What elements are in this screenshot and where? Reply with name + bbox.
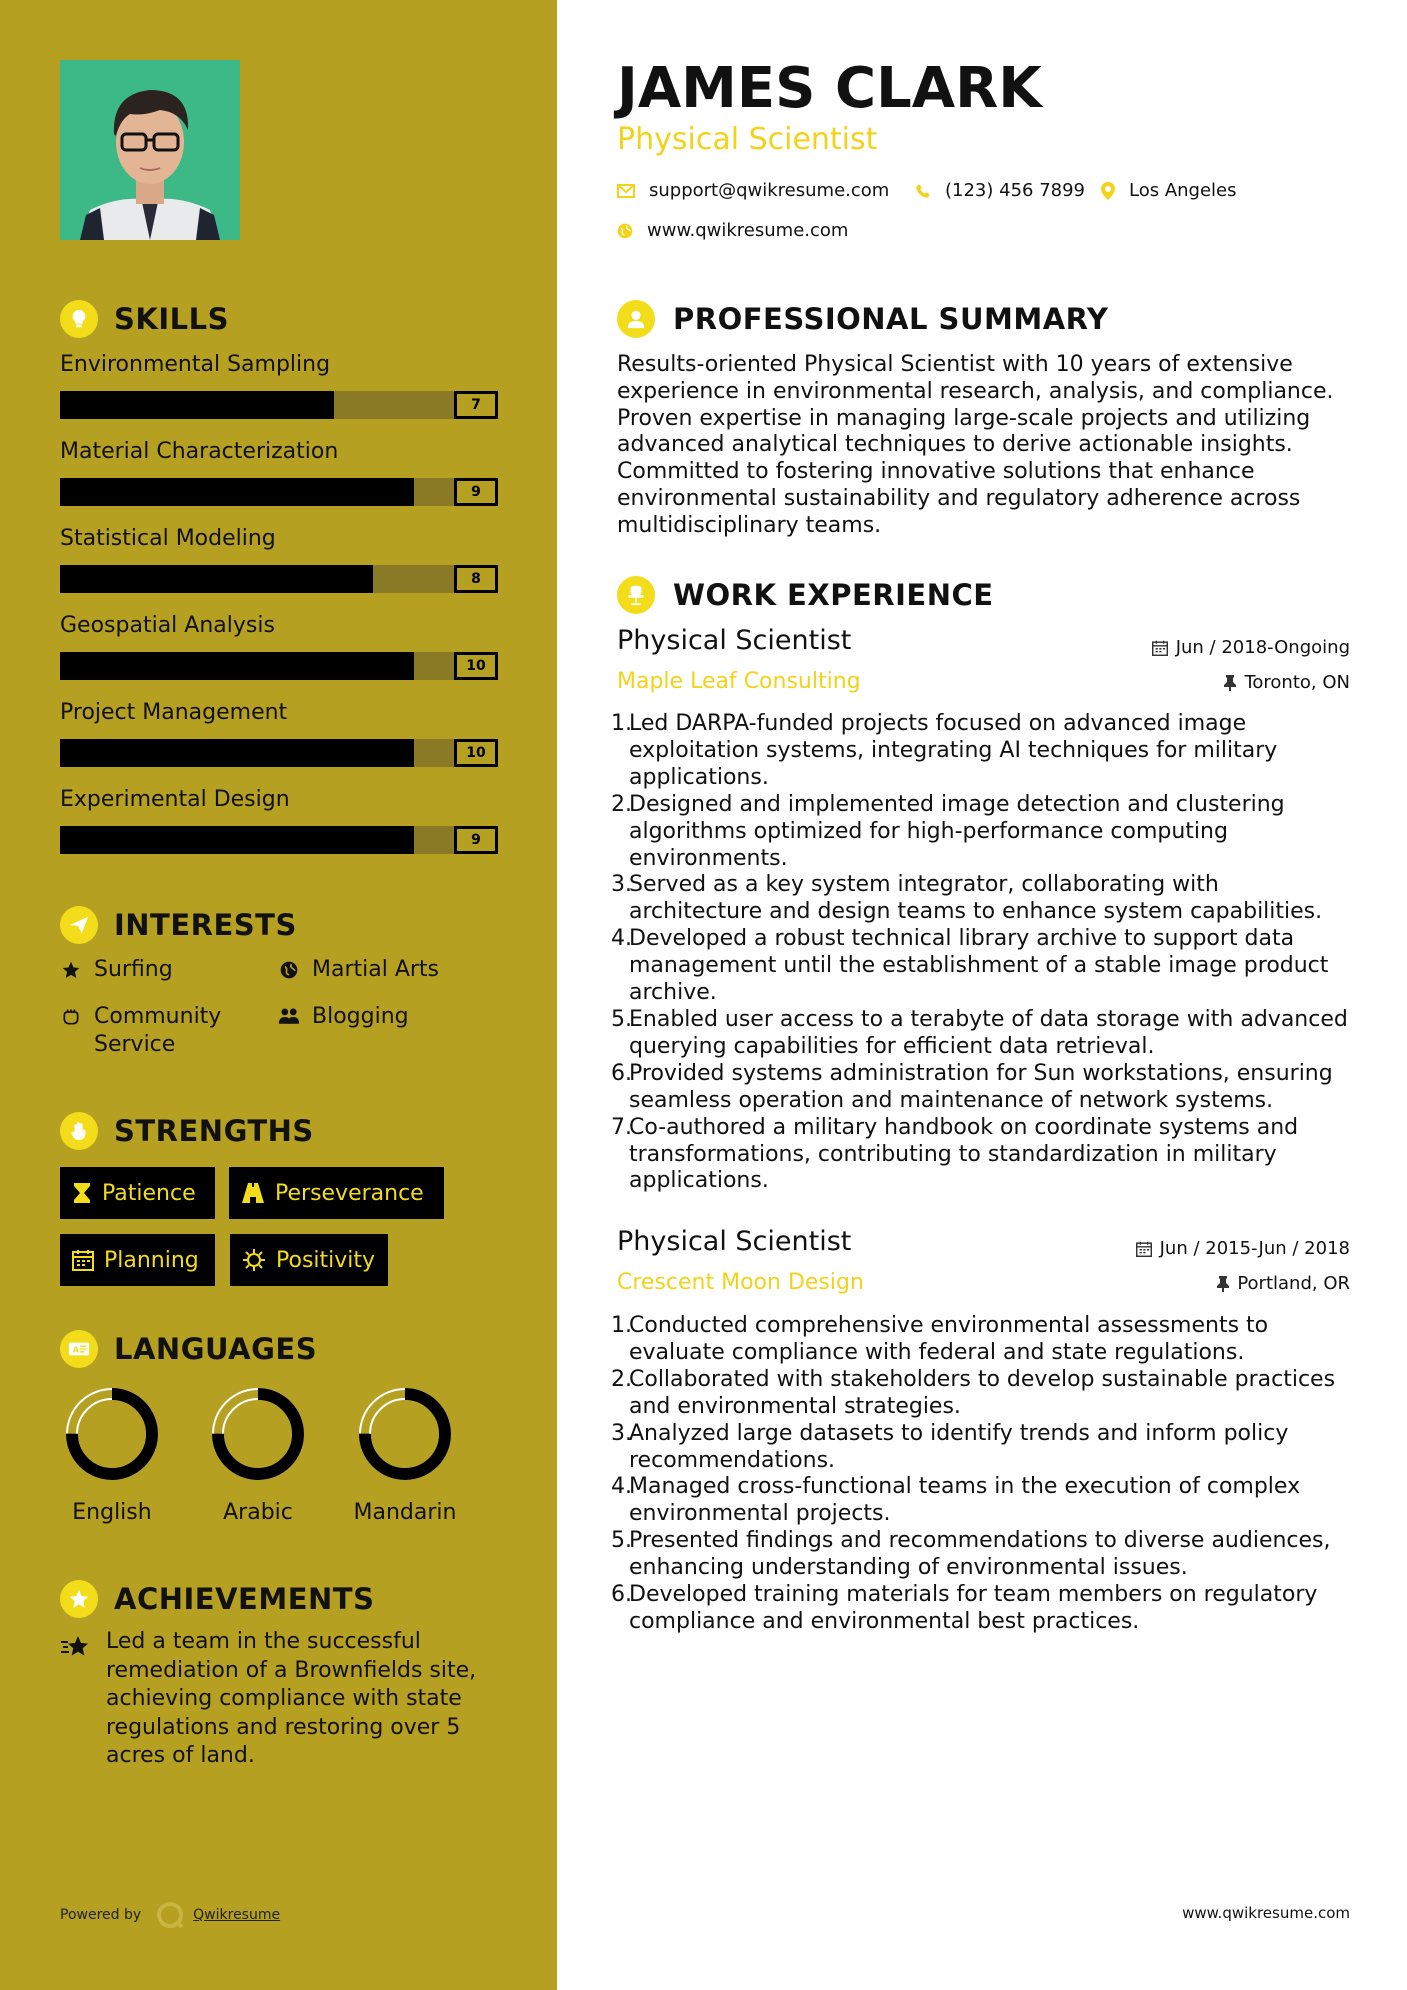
- email-text: support@qwikresume.com: [649, 180, 890, 201]
- shooting-star-icon: [60, 1628, 96, 1771]
- interests-header: [60, 906, 297, 944]
- skill-bar-fill: [60, 565, 373, 593]
- globe-icon: [278, 956, 300, 984]
- job-responsibilities: [611, 1313, 1351, 1636]
- hourglass-icon: [72, 1182, 92, 1204]
- globe-icon: [617, 223, 633, 239]
- skill-name: Geospatial Analysis: [60, 613, 275, 638]
- job-location: [1224, 672, 1350, 693]
- phone-text: (123) 456 7899: [945, 180, 1086, 201]
- language-label: English: [72, 1500, 152, 1525]
- achievements-header: [60, 1580, 374, 1618]
- contact-website[interactable]: [617, 220, 848, 241]
- languages-title: LANGUAGES: [114, 1332, 318, 1366]
- powered-prefix: Powered by: [60, 1907, 142, 1923]
- responsibility-text: Presented findings and recommendations to diverse audiences, enhancing understanding of environmental issues.: [629, 1528, 1331, 1581]
- contact-location: [1101, 180, 1237, 201]
- achievements-title: ACHIEVEMENTS: [114, 1582, 375, 1616]
- language-label: Arabic: [223, 1500, 293, 1525]
- responsibility-text: Managed cross-functional teams in the execution of complex environmental projects.: [629, 1474, 1301, 1527]
- responsibility-item: [611, 872, 1351, 926]
- hand-icon: [60, 1003, 82, 1031]
- qwikresume-logo-icon: [155, 1900, 185, 1930]
- map-pin-icon: [1101, 182, 1115, 200]
- job-dates-text: Jun / 2015-Jun / 2018: [1159, 1238, 1350, 1259]
- contact-phone[interactable]: [915, 180, 1085, 201]
- job-responsibilities: [611, 711, 1351, 1195]
- skill-bar: [60, 652, 498, 680]
- list-number: 6.: [611, 1582, 632, 1608]
- language-ring: [210, 1386, 306, 1482]
- list-number: 7.: [611, 1114, 632, 1140]
- responsibility-text: Enabled user access to a terabyte of data storage with advanced querying capabilities for efficient data retrieval.: [629, 1006, 1348, 1059]
- responsibility-text: Developed a robust technical library archive to support data management until the establishment of a stable image product archive.: [629, 926, 1329, 1006]
- skills-header: [60, 300, 229, 338]
- office-chair-icon: [617, 576, 655, 614]
- skill-bar-fill: [60, 478, 414, 506]
- svg-text:A: A: [72, 1344, 79, 1355]
- responsibility-item: [611, 1528, 1351, 1582]
- interest-label: Blogging: [312, 1004, 409, 1029]
- job-company: Crescent Moon Design: [617, 1270, 864, 1295]
- strength-label: Patience: [102, 1180, 196, 1206]
- responsibility-text: Served as a key system integrator, collaborating with architecture and design teams to enhance system capabilities.: [629, 872, 1323, 925]
- achievement-item: [60, 1628, 490, 1771]
- strength-label: Perseverance: [275, 1180, 424, 1206]
- responsibility-item: [611, 1007, 1351, 1061]
- candidate-name: JAMES CLARK: [617, 56, 1042, 121]
- skill-name: Material Characterization: [60, 439, 339, 464]
- skill-bar: [60, 739, 498, 767]
- strength-label: Planning: [104, 1247, 199, 1273]
- location-text: Los Angeles: [1129, 180, 1237, 201]
- sun-icon: [242, 1248, 266, 1272]
- summary-text: Results-oriented Physical Scientist with 10 years of extensive experience in environmental research, analysis, and compliance. Proven expertise in managing large-scale projects and utilizing advanced analytical techniques to derive actionable insights. Committed to fostering innovative solutions that enhance environmental sustainability and regulatory adherence across multidisciplinary teams.: [617, 352, 1334, 538]
- job-location: [1217, 1273, 1350, 1294]
- achievement-text: Led a team in the successful remediation of a Brownfields site, achieving compliance with state regulations and restoring over 5 acres of land.: [106, 1629, 477, 1768]
- list-number: 1.: [611, 1313, 632, 1338]
- calendar-icon: [1152, 640, 1168, 656]
- main-content: [557, 0, 1407, 1990]
- skill-level-badge: 10: [454, 739, 498, 767]
- responsibility-item: [611, 926, 1351, 1007]
- skill-level-badge: 9: [454, 826, 498, 854]
- list-number: 5.: [611, 1528, 632, 1554]
- skill-bar: [60, 826, 498, 854]
- skill-name: Environmental Sampling: [60, 352, 331, 377]
- responsibility-item: [611, 1313, 1351, 1367]
- responsibility-item: [611, 1115, 1351, 1196]
- experience-title: WORK EXPERIENCE: [673, 578, 994, 612]
- responsibility-text: Conducted comprehensive environmental assessments to evaluate compliance with federal and state regulations.: [629, 1313, 1269, 1365]
- skill-bar-fill: [60, 826, 414, 854]
- languages-header: [60, 1330, 317, 1368]
- job-company: Maple Leaf Consulting: [617, 669, 861, 694]
- responsibility-text: Co-authored a military handbook on coordinate systems and transformations, contributing to standardization in military applications.: [629, 1114, 1299, 1194]
- skill-name: Statistical Modeling: [60, 526, 276, 551]
- job-dates-text: Jun / 2018-Ongoing: [1175, 637, 1350, 658]
- interest-item: [60, 1003, 260, 1059]
- skill-bar-fill: [60, 739, 414, 767]
- language-label: Mandarin: [353, 1500, 457, 1525]
- responsibility-text: Led DARPA-funded projects focused on advanced image exploitation systems, integrating AI techniques for military applications.: [629, 711, 1278, 790]
- job-dates: [1136, 1238, 1350, 1259]
- star-badge-icon: [60, 1580, 98, 1618]
- strength-tag: [60, 1234, 215, 1286]
- list-number: 2.: [611, 1366, 632, 1392]
- list-number: 4.: [611, 926, 632, 952]
- responsibility-item: [611, 1582, 1351, 1636]
- list-number: 2.: [611, 791, 632, 817]
- user-icon: [617, 300, 655, 338]
- pushpin-icon: [1224, 675, 1236, 691]
- skill-level-badge: 9: [454, 478, 498, 506]
- pushpin-icon: [1217, 1276, 1229, 1292]
- hand-raised-icon: [60, 1112, 98, 1150]
- list-number: 6.: [611, 1060, 632, 1086]
- users-icon: [278, 1003, 300, 1031]
- list-number: 5.: [611, 1006, 632, 1032]
- responsibility-text: Provided systems administration for Sun workstations, ensuring seamless operation and maintenance of network systems.: [629, 1060, 1333, 1113]
- list-number: 1.: [611, 711, 632, 736]
- language-ring: [64, 1386, 160, 1482]
- skill-bar-fill: [60, 652, 414, 680]
- job-title: Physical Scientist: [617, 625, 852, 656]
- strength-tag: [230, 1234, 388, 1286]
- responsibility-item: [611, 711, 1351, 792]
- skill-bar-fill: [60, 391, 334, 419]
- interest-label: Surfing: [94, 957, 173, 982]
- responsibility-text: Designed and implemented image detection and clustering algorithms optimized for high-performance computing environments.: [629, 791, 1285, 871]
- skill-bar: [60, 391, 498, 419]
- skills-title: SKILLS: [114, 302, 229, 336]
- strengths-title: STRENGTHS: [114, 1114, 314, 1148]
- skill-level-badge: 10: [454, 652, 498, 680]
- language-item: [52, 1386, 172, 1525]
- skill-name: Project Management: [60, 700, 288, 725]
- responsibility-item: [611, 1474, 1351, 1528]
- skill-level-badge: 7: [454, 391, 498, 419]
- responsibility-item: [611, 1061, 1351, 1115]
- responsibility-text: Analyzed large datasets to identify trends and inform policy recommendations.: [629, 1420, 1289, 1473]
- profile-photo: [60, 60, 240, 240]
- footer-website[interactable]: www.qwikresume.com: [1182, 1904, 1350, 1922]
- job-location-text: Portland, OR: [1237, 1273, 1350, 1294]
- interest-item: [278, 1003, 409, 1031]
- responsibility-text: Collaborated with stakeholders to develop sustainable practices and environmental strategies.: [629, 1366, 1336, 1419]
- calendar-icon: [72, 1249, 94, 1271]
- calendar-icon: [1136, 1241, 1152, 1257]
- responsibility-text: Developed training materials for team members on regulatory compliance and environmental best practices.: [629, 1582, 1318, 1634]
- candidate-role: Physical Scientist: [617, 122, 878, 157]
- responsibility-item: [611, 792, 1351, 873]
- envelope-icon: [617, 184, 635, 198]
- language-icon: [60, 1330, 98, 1368]
- interest-label: Martial Arts: [312, 957, 440, 982]
- strengths-header: [60, 1112, 314, 1150]
- summary-header: [617, 300, 1108, 338]
- responsibility-item: [611, 1367, 1351, 1421]
- list-number: 3.: [611, 872, 632, 898]
- star-icon: [60, 956, 82, 984]
- list-number: 4.: [611, 1474, 632, 1500]
- strength-tag: [60, 1167, 215, 1219]
- website-text: www.qwikresume.com: [647, 220, 849, 241]
- contact-email[interactable]: [617, 180, 889, 201]
- job-dates: [1152, 637, 1350, 658]
- list-number: 3.: [611, 1420, 632, 1446]
- strength-label: Positivity: [276, 1247, 376, 1273]
- interest-item: [60, 956, 173, 984]
- interest-label: Community Service: [94, 1004, 222, 1057]
- language-item: [345, 1386, 465, 1525]
- interests-title: INTERESTS: [114, 908, 297, 942]
- responsibility-item: [611, 1421, 1351, 1475]
- paper-plane-icon: [60, 906, 98, 944]
- lightbulb-icon: [60, 300, 98, 338]
- skill-bar: [60, 478, 498, 506]
- road-icon: [241, 1182, 265, 1204]
- experience-header: [617, 576, 994, 614]
- powered-by: [60, 1900, 280, 1930]
- skill-level-badge: 8: [454, 565, 498, 593]
- job-location-text: Toronto, ON: [1244, 672, 1350, 693]
- strength-tag: [229, 1167, 444, 1219]
- skill-bar: [60, 565, 498, 593]
- interest-item: [278, 956, 439, 984]
- job-title: Physical Scientist: [617, 1226, 852, 1257]
- skill-name: Experimental Design: [60, 787, 290, 812]
- phone-icon: [915, 183, 931, 199]
- sidebar: [0, 0, 557, 1990]
- language-ring: [357, 1386, 453, 1482]
- summary-title: PROFESSIONAL SUMMARY: [673, 302, 1109, 336]
- qwikresume-link[interactable]: Qwikresume: [193, 1907, 281, 1923]
- language-item: [198, 1386, 318, 1525]
